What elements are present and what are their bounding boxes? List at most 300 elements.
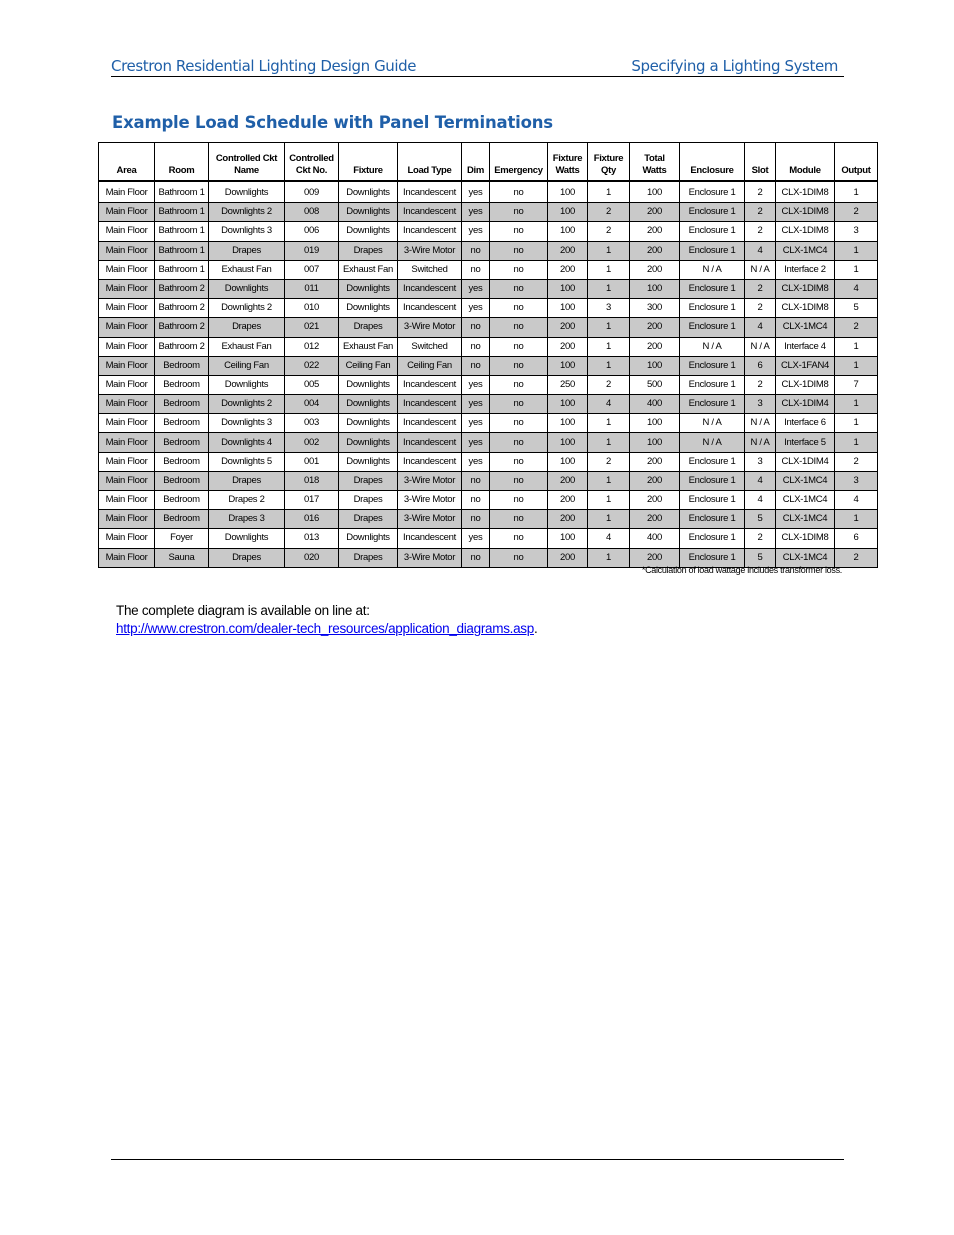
table-cell: Main Floor bbox=[99, 452, 155, 471]
table-cell: 100 bbox=[548, 222, 588, 241]
table-cell: 012 bbox=[285, 337, 339, 356]
table-cell: Enclosure 1 bbox=[680, 241, 745, 260]
table-cell: 100 bbox=[630, 433, 680, 452]
table-cell: CLX-1DIM8 bbox=[776, 279, 835, 298]
table-cell: 013 bbox=[285, 529, 339, 548]
table-cell: yes bbox=[462, 433, 490, 452]
table-cell: CLX-1DIM8 bbox=[776, 222, 835, 241]
table-cell: 200 bbox=[548, 260, 588, 279]
table-cell: 1 bbox=[835, 510, 878, 529]
table-cell: CLX-1DIM8 bbox=[776, 299, 835, 318]
table-cell: Enclosure 1 bbox=[680, 452, 745, 471]
table-cell: 3 bbox=[588, 299, 630, 318]
table-row bbox=[99, 203, 878, 222]
table-cell: CLX-1DIM4 bbox=[776, 395, 835, 414]
table-cell: 4 bbox=[835, 491, 878, 510]
link-line bbox=[116, 621, 537, 636]
table-cell: Drapes bbox=[209, 241, 285, 260]
table-cell: 1 bbox=[588, 471, 630, 490]
table-cell: 2 bbox=[588, 203, 630, 222]
table-cell: 200 bbox=[548, 318, 588, 337]
table-cell: Bedroom bbox=[155, 510, 209, 529]
table-cell: no bbox=[462, 241, 490, 260]
table-cell: 100 bbox=[548, 452, 588, 471]
table-cell: 1 bbox=[835, 414, 878, 433]
table-row bbox=[99, 471, 878, 490]
table-cell: CLX-1MC4 bbox=[776, 471, 835, 490]
table-cell: 2 bbox=[835, 548, 878, 567]
table-cell: 300 bbox=[630, 299, 680, 318]
table-cell: Downlights bbox=[209, 529, 285, 548]
table-cell: Incandescent bbox=[398, 414, 462, 433]
table-row bbox=[99, 279, 878, 298]
table-cell: Downlights bbox=[339, 433, 398, 452]
table-cell: 500 bbox=[630, 375, 680, 394]
table-cell: 007 bbox=[285, 260, 339, 279]
table-cell: 5 bbox=[745, 510, 776, 529]
column-header: Output bbox=[835, 143, 878, 182]
table-cell: Downlights bbox=[209, 279, 285, 298]
table-cell: Main Floor bbox=[99, 260, 155, 279]
table-cell: 100 bbox=[548, 433, 588, 452]
table-cell: Downlights 5 bbox=[209, 452, 285, 471]
table-cell: 3-Wire Motor bbox=[398, 491, 462, 510]
table-cell: Main Floor bbox=[99, 433, 155, 452]
table-cell: no bbox=[490, 395, 548, 414]
table-cell: 6 bbox=[835, 529, 878, 548]
table-cell: Main Floor bbox=[99, 510, 155, 529]
table-cell: Downlights 2 bbox=[209, 203, 285, 222]
table-body bbox=[99, 181, 878, 567]
table-cell: 1 bbox=[588, 279, 630, 298]
table-cell: 2 bbox=[745, 203, 776, 222]
column-header: Fixture bbox=[339, 143, 398, 182]
table-cell: Enclosure 1 bbox=[680, 203, 745, 222]
table-cell: Main Floor bbox=[99, 299, 155, 318]
table-cell: 3-Wire Motor bbox=[398, 241, 462, 260]
table-cell: 200 bbox=[630, 260, 680, 279]
table-cell: no bbox=[490, 548, 548, 567]
table-cell: Main Floor bbox=[99, 241, 155, 260]
table-cell: 1 bbox=[588, 241, 630, 260]
table-cell: 3-Wire Motor bbox=[398, 471, 462, 490]
table-cell: Drapes bbox=[209, 318, 285, 337]
table-cell: 100 bbox=[630, 181, 680, 203]
table-cell: Enclosure 1 bbox=[680, 510, 745, 529]
table-cell: 1 bbox=[588, 510, 630, 529]
table-cell: Drapes bbox=[339, 510, 398, 529]
table-cell: 2 bbox=[745, 181, 776, 203]
table-cell: 100 bbox=[548, 203, 588, 222]
table-cell: 018 bbox=[285, 471, 339, 490]
table-cell: 1 bbox=[588, 181, 630, 203]
table-cell: yes bbox=[462, 279, 490, 298]
table-cell: 3-Wire Motor bbox=[398, 510, 462, 529]
table-cell: Drapes bbox=[209, 548, 285, 567]
table-cell: Bedroom bbox=[155, 414, 209, 433]
table-cell: 1 bbox=[588, 337, 630, 356]
table-cell: Downlights bbox=[339, 529, 398, 548]
table-cell: Main Floor bbox=[99, 529, 155, 548]
header-guide-title: Crestron Residential Lighting Design Guide bbox=[111, 57, 417, 75]
table-cell: no bbox=[490, 375, 548, 394]
table-cell: 2 bbox=[745, 222, 776, 241]
table-cell: Bedroom bbox=[155, 471, 209, 490]
table-row bbox=[99, 491, 878, 510]
table-cell: Bedroom bbox=[155, 433, 209, 452]
table-cell: 1 bbox=[588, 318, 630, 337]
column-header: Load Type bbox=[398, 143, 462, 182]
table-cell: 2 bbox=[835, 203, 878, 222]
table-cell: no bbox=[490, 337, 548, 356]
table-cell: 200 bbox=[630, 241, 680, 260]
table-row bbox=[99, 433, 878, 452]
table-cell: 2 bbox=[745, 279, 776, 298]
table-cell: Drapes bbox=[209, 471, 285, 490]
table-cell: N / A bbox=[745, 414, 776, 433]
table-cell: no bbox=[490, 279, 548, 298]
table-cell: Bathroom 1 bbox=[155, 241, 209, 260]
table-row bbox=[99, 510, 878, 529]
table-cell: 1 bbox=[588, 548, 630, 567]
table-cell: Main Floor bbox=[99, 375, 155, 394]
table-cell: Exhaust Fan bbox=[339, 260, 398, 279]
table-cell: 1 bbox=[588, 491, 630, 510]
table-cell: no bbox=[490, 491, 548, 510]
table-header-row bbox=[99, 143, 878, 182]
table-cell: Downlights 3 bbox=[209, 222, 285, 241]
table-cell: 200 bbox=[630, 452, 680, 471]
table-cell: Main Floor bbox=[99, 279, 155, 298]
table-cell: CLX-1DIM8 bbox=[776, 529, 835, 548]
table-cell: 1 bbox=[835, 241, 878, 260]
table-cell: no bbox=[462, 260, 490, 279]
table-cell: yes bbox=[462, 299, 490, 318]
table-cell: 010 bbox=[285, 299, 339, 318]
table-cell: Incandescent bbox=[398, 279, 462, 298]
table-cell: 200 bbox=[630, 491, 680, 510]
table-cell: Enclosure 1 bbox=[680, 471, 745, 490]
table-cell: Incandescent bbox=[398, 299, 462, 318]
table-cell: 100 bbox=[630, 414, 680, 433]
table-cell: 2 bbox=[745, 529, 776, 548]
table-cell: 200 bbox=[548, 241, 588, 260]
table-cell: 1 bbox=[588, 414, 630, 433]
table-row bbox=[99, 395, 878, 414]
table-cell: no bbox=[490, 510, 548, 529]
table-cell: Downlights 2 bbox=[209, 299, 285, 318]
table-cell: no bbox=[490, 318, 548, 337]
table-cell: Exhaust Fan bbox=[209, 337, 285, 356]
table-cell: Drapes bbox=[339, 318, 398, 337]
table-row bbox=[99, 356, 878, 375]
table-cell: Incandescent bbox=[398, 452, 462, 471]
table-cell: Main Floor bbox=[99, 181, 155, 203]
table-cell: yes bbox=[462, 203, 490, 222]
table-row bbox=[99, 181, 878, 203]
table-cell: 400 bbox=[630, 529, 680, 548]
table-cell: 100 bbox=[548, 299, 588, 318]
table-cell: Main Floor bbox=[99, 471, 155, 490]
table-cell: Main Floor bbox=[99, 222, 155, 241]
table-row bbox=[99, 375, 878, 394]
table-cell: Downlights bbox=[339, 222, 398, 241]
table-cell: 200 bbox=[630, 510, 680, 529]
table-cell: no bbox=[462, 491, 490, 510]
table-cell: 019 bbox=[285, 241, 339, 260]
table-header bbox=[99, 143, 878, 182]
table-cell: Enclosure 1 bbox=[680, 395, 745, 414]
table-cell: Drapes 2 bbox=[209, 491, 285, 510]
table-cell: 250 bbox=[548, 375, 588, 394]
table-cell: CLX-1MC4 bbox=[776, 241, 835, 260]
table-cell: CLX-1DIM4 bbox=[776, 452, 835, 471]
table-footnote: *Calculation of load wattage includes transformer loss. bbox=[641, 565, 842, 575]
table-cell: Bedroom bbox=[155, 375, 209, 394]
table-cell: Incandescent bbox=[398, 433, 462, 452]
table-cell: 3 bbox=[745, 395, 776, 414]
page-title: Example Load Schedule with Panel Terminations bbox=[112, 113, 553, 132]
link-trailing-period: . bbox=[533, 621, 538, 636]
table-cell: 006 bbox=[285, 222, 339, 241]
table-cell: 4 bbox=[745, 241, 776, 260]
table-row bbox=[99, 260, 878, 279]
table-cell: 1 bbox=[588, 260, 630, 279]
table-cell: Downlights bbox=[209, 375, 285, 394]
running-header bbox=[111, 56, 844, 77]
table-row bbox=[99, 241, 878, 260]
table-cell: CLX-1DIM8 bbox=[776, 181, 835, 203]
table-cell: 011 bbox=[285, 279, 339, 298]
table-cell: Enclosure 1 bbox=[680, 181, 745, 203]
table-cell: 100 bbox=[548, 414, 588, 433]
table-cell: Drapes bbox=[339, 471, 398, 490]
application-diagrams-link[interactable]: http://www.crestron.com/dealer-tech_resources/application_diagrams.asp bbox=[116, 621, 534, 636]
table-cell: 6 bbox=[745, 356, 776, 375]
table-cell: CLX-1FAN4 bbox=[776, 356, 835, 375]
table-cell: yes bbox=[462, 375, 490, 394]
table-cell: Interface 4 bbox=[776, 337, 835, 356]
table-cell: N / A bbox=[680, 337, 745, 356]
column-header: Controlled Ckt No. bbox=[285, 143, 339, 182]
table-cell: no bbox=[490, 452, 548, 471]
table-cell: 2 bbox=[835, 318, 878, 337]
table-cell: Bedroom bbox=[155, 452, 209, 471]
table-cell: 200 bbox=[548, 337, 588, 356]
table-cell: 3-Wire Motor bbox=[398, 318, 462, 337]
table-cell: 100 bbox=[630, 356, 680, 375]
table-cell: yes bbox=[462, 452, 490, 471]
table-cell: 4 bbox=[745, 471, 776, 490]
table-cell: Enclosure 1 bbox=[680, 222, 745, 241]
table-cell: Drapes 3 bbox=[209, 510, 285, 529]
table-cell: Foyer bbox=[155, 529, 209, 548]
table-cell: 009 bbox=[285, 181, 339, 203]
table-cell: 100 bbox=[548, 529, 588, 548]
table-cell: 1 bbox=[835, 433, 878, 452]
table-cell: 2 bbox=[835, 452, 878, 471]
table-row bbox=[99, 337, 878, 356]
table-cell: Downlights bbox=[209, 181, 285, 203]
table-cell: N / A bbox=[680, 433, 745, 452]
table-cell: 1 bbox=[835, 395, 878, 414]
column-header: Controlled Ckt Name bbox=[209, 143, 285, 182]
table-cell: 4 bbox=[835, 279, 878, 298]
table-cell: no bbox=[490, 203, 548, 222]
table-cell: 4 bbox=[588, 529, 630, 548]
table-cell: Exhaust Fan bbox=[339, 337, 398, 356]
table-row bbox=[99, 452, 878, 471]
table-cell: no bbox=[490, 260, 548, 279]
table-cell: no bbox=[462, 318, 490, 337]
table-cell: Enclosure 1 bbox=[680, 299, 745, 318]
table-cell: Incandescent bbox=[398, 529, 462, 548]
table-cell: 3-Wire Motor bbox=[398, 548, 462, 567]
table-cell: Bathroom 2 bbox=[155, 337, 209, 356]
table-cell: Bedroom bbox=[155, 356, 209, 375]
table-cell: N / A bbox=[680, 260, 745, 279]
table-cell: 100 bbox=[630, 279, 680, 298]
table-row bbox=[99, 414, 878, 433]
table-cell: Main Floor bbox=[99, 318, 155, 337]
table-cell: CLX-1MC4 bbox=[776, 510, 835, 529]
column-header: Enclosure bbox=[680, 143, 745, 182]
table-row bbox=[99, 318, 878, 337]
table-cell: Switched bbox=[398, 337, 462, 356]
table-cell: CLX-1MC4 bbox=[776, 548, 835, 567]
table-cell: Interface 6 bbox=[776, 414, 835, 433]
footer-rule bbox=[111, 1159, 844, 1160]
table-cell: Main Floor bbox=[99, 548, 155, 567]
table-cell: Ceiling Fan bbox=[398, 356, 462, 375]
table-cell: no bbox=[490, 433, 548, 452]
table-cell: 008 bbox=[285, 203, 339, 222]
table-cell: Drapes bbox=[339, 491, 398, 510]
table-cell: yes bbox=[462, 414, 490, 433]
table-cell: Incandescent bbox=[398, 181, 462, 203]
table-cell: 5 bbox=[835, 299, 878, 318]
column-header: Fixture Watts bbox=[548, 143, 588, 182]
table-cell: 200 bbox=[630, 548, 680, 567]
table-cell: Incandescent bbox=[398, 375, 462, 394]
table-row bbox=[99, 222, 878, 241]
column-header: Room bbox=[155, 143, 209, 182]
table-cell: yes bbox=[462, 529, 490, 548]
table-cell: Enclosure 1 bbox=[680, 529, 745, 548]
table-cell: CLX-1DIM8 bbox=[776, 203, 835, 222]
table-cell: no bbox=[490, 529, 548, 548]
column-header: Slot bbox=[745, 143, 776, 182]
table-cell: no bbox=[490, 414, 548, 433]
table-cell: Downlights bbox=[339, 375, 398, 394]
table-cell: Ceiling Fan bbox=[339, 356, 398, 375]
table-cell: no bbox=[462, 548, 490, 567]
table-cell: Downlights bbox=[339, 414, 398, 433]
column-header: Fixture Qty bbox=[588, 143, 630, 182]
table-cell: Downlights bbox=[339, 395, 398, 414]
table-cell: Incandescent bbox=[398, 203, 462, 222]
table-cell: 2 bbox=[745, 299, 776, 318]
table-cell: 1 bbox=[835, 337, 878, 356]
table-cell: 200 bbox=[630, 203, 680, 222]
column-header: Emergency bbox=[490, 143, 548, 182]
table-cell: Downlights 4 bbox=[209, 433, 285, 452]
table-cell: Bathroom 2 bbox=[155, 299, 209, 318]
table-cell: 020 bbox=[285, 548, 339, 567]
table-cell: Main Floor bbox=[99, 491, 155, 510]
table-cell: 200 bbox=[548, 471, 588, 490]
table-cell: CLX-1MC4 bbox=[776, 491, 835, 510]
table-cell: 2 bbox=[745, 375, 776, 394]
table-cell: no bbox=[462, 510, 490, 529]
table-cell: 1 bbox=[835, 181, 878, 203]
table-cell: Ceiling Fan bbox=[209, 356, 285, 375]
table-cell: Downlights bbox=[339, 279, 398, 298]
table-cell: no bbox=[490, 222, 548, 241]
table-cell: 004 bbox=[285, 395, 339, 414]
table-cell: 100 bbox=[548, 279, 588, 298]
table-cell: 003 bbox=[285, 414, 339, 433]
table-cell: Enclosure 1 bbox=[680, 548, 745, 567]
table-cell: 001 bbox=[285, 452, 339, 471]
table-cell: 017 bbox=[285, 491, 339, 510]
table-cell: 200 bbox=[548, 510, 588, 529]
table-cell: N / A bbox=[745, 337, 776, 356]
column-header: Area bbox=[99, 143, 155, 182]
table-cell: Bathroom 2 bbox=[155, 318, 209, 337]
table-cell: Bedroom bbox=[155, 395, 209, 414]
table-cell: Main Floor bbox=[99, 337, 155, 356]
table-cell: 7 bbox=[835, 375, 878, 394]
table-cell: Enclosure 1 bbox=[680, 375, 745, 394]
table-cell: no bbox=[490, 299, 548, 318]
table-cell: yes bbox=[462, 181, 490, 203]
table-cell: Main Floor bbox=[99, 356, 155, 375]
table-cell: 200 bbox=[630, 222, 680, 241]
table-row bbox=[99, 529, 878, 548]
table-row bbox=[99, 299, 878, 318]
table-cell: 002 bbox=[285, 433, 339, 452]
table-cell: Downlights bbox=[339, 299, 398, 318]
table-cell: Main Floor bbox=[99, 395, 155, 414]
table-cell: 100 bbox=[548, 395, 588, 414]
table-cell: 016 bbox=[285, 510, 339, 529]
table-cell: Enclosure 1 bbox=[680, 279, 745, 298]
table-cell: no bbox=[490, 471, 548, 490]
table-cell: 200 bbox=[548, 491, 588, 510]
table-cell: 021 bbox=[285, 318, 339, 337]
table-cell: 1 bbox=[835, 260, 878, 279]
table-cell: no bbox=[490, 241, 548, 260]
table-cell: N / A bbox=[745, 433, 776, 452]
table-cell: Sauna bbox=[155, 548, 209, 567]
table-cell: Enclosure 1 bbox=[680, 356, 745, 375]
table-cell: Drapes bbox=[339, 241, 398, 260]
table-cell: Enclosure 1 bbox=[680, 491, 745, 510]
table-cell: 3 bbox=[835, 222, 878, 241]
table-cell: Interface 2 bbox=[776, 260, 835, 279]
table-cell: Main Floor bbox=[99, 203, 155, 222]
table-cell: 022 bbox=[285, 356, 339, 375]
table-cell: 2 bbox=[588, 375, 630, 394]
table-cell: 4 bbox=[745, 491, 776, 510]
table-cell: 2 bbox=[588, 222, 630, 241]
table-cell: Exhaust Fan bbox=[209, 260, 285, 279]
column-header: Total Watts bbox=[630, 143, 680, 182]
header-section-title: Specifying a Lighting System bbox=[631, 57, 838, 75]
table-cell: Downlights bbox=[339, 181, 398, 203]
table-cell: yes bbox=[462, 222, 490, 241]
